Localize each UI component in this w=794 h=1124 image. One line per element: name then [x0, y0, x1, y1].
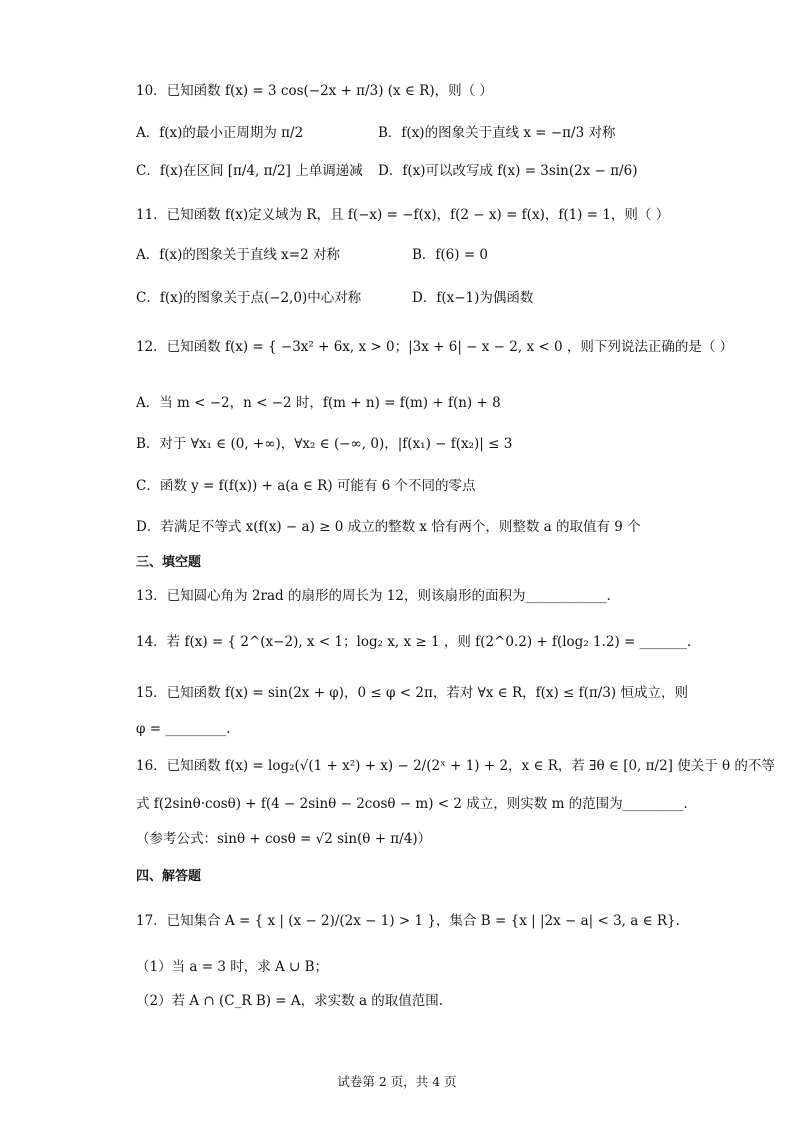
- question-line-q10b: B．f(x)的图象关于直线 x = −π/3 对称: [378, 125, 616, 141]
- question-line-q11: 11．已知函数 f(x)定义域为 R，且 f(−x) = −f(x)，f(2 − x) = f(x)，f(1) = 1，则（ ）: [136, 207, 670, 223]
- question-line-q15a: 15．已知函数 f(x) = sin(2x + φ)，0 ≤ φ < 2π，若对 ∀x ∈ R，f(x) ≤ f(π/3) 恒成立，则: [136, 685, 688, 701]
- question-line-q12b: B．对于 ∀x₁ ∈ (0, +∞)，∀x₂ ∈ (−∞, 0)，|f(x₁) − f(x₂)| ≤ 3: [136, 436, 513, 452]
- section-heading: 四、解答题: [136, 869, 202, 884]
- question-line-q10a: A．f(x)的最小正周期为 π/2: [136, 125, 304, 141]
- section-heading: 三、填空题: [136, 555, 202, 570]
- question-line-q12a: A．当 m < −2，n < −2 时，f(m + n) = f(m) + f(n) + 8: [136, 395, 501, 411]
- question-line-q10d: D．f(x)可以改写成 f(x) = 3sin(2x − π/6): [378, 163, 638, 179]
- question-line-q16b: 式 f(2sinθ·cosθ) + f(4 − 2sinθ − 2cosθ − m) < 2 成立，则实数 m 的范围为_________.: [136, 796, 688, 812]
- question-line-q11d: D．f(x−1)为偶函数: [412, 290, 534, 306]
- question-line-q12: 12．已知函数 f(x) = { −3x² + 6x, x > 0；|3x + 6| − x − 2, x < 0 ，则下列说法正确的是（ ）: [136, 339, 734, 355]
- question-line-q12d: D．若满足不等式 x(f(x) − a) ≥ 0 成立的整数 x 恰有两个，则整数 a 的取值有 9 个: [136, 519, 641, 535]
- question-line-q17a: （1）当 a = 3 时，求 A ∪ B；: [136, 959, 329, 975]
- question-line-q13: 13．已知圆心角为 2rad 的扇形的周长为 12，则该扇形的面积为____________.: [136, 588, 611, 604]
- question-line-q11c: C．f(x)的图象关于点(−2,0)中心对称: [136, 290, 362, 306]
- page-footer: 试卷第 2 页，共 4 页: [337, 1074, 457, 1089]
- question-line-q17: 17．已知集合 A = { x | (x − 2)/(2x − 1) > 1 }，集合 B = {x | |2x − a| < 3, a ∈ R}.: [136, 913, 680, 929]
- question-line-q16a: 16．已知函数 f(x) = log₂(√(1 + x²) + x) − 2/(2ˣ + 1) + 2，x ∈ R，若 ∃θ ∈ [0, π/2] 使关于 θ 的不等: [136, 758, 775, 774]
- question-line-q15b: φ = _________.: [136, 721, 231, 737]
- question-line-q16c: （参考公式：sinθ + cosθ = √2 sin(θ + π/4)）: [136, 831, 432, 847]
- question-line-q12c: C．函数 y = f(f(x)) + a(a ∈ R) 可能有 6 个不同的零点: [136, 478, 476, 494]
- question-line-q10: 10．已知函数 f(x) = 3 cos(−2x + π/3) (x ∈ R)，则（ ）: [136, 83, 493, 99]
- question-line-q10c: C．f(x)在区间 [π/4, π/2] 上单调递减: [136, 163, 363, 179]
- question-line-q11b: B．f(6) = 0: [412, 247, 489, 263]
- question-line-q14: 14．若 f(x) = { 2^(x−2), x < 1；log₂ x, x ≥ 1 ，则 f(2^0.2) + f(log₂ 1.2) = _______.: [136, 634, 692, 650]
- question-line-q11a: A．f(x)的图象关于直线 x=2 对称: [136, 247, 340, 263]
- question-line-q17b: （2）若 A ∩ (C_R B) = A，求实数 a 的取值范围.: [136, 993, 444, 1009]
